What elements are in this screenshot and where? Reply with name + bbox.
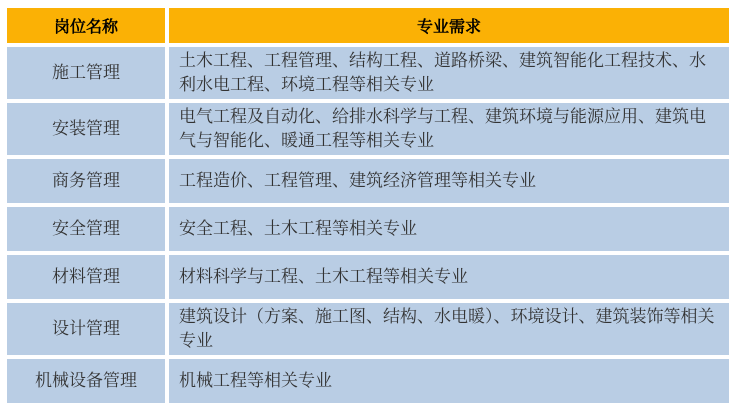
position-cell: 机械设备管理 — [7, 359, 165, 403]
position-cell: 施工管理 — [7, 47, 165, 99]
requirements-cell: 机械工程等相关专业 — [169, 359, 729, 403]
position-cell: 安装管理 — [7, 103, 165, 155]
requirements-cell: 安全工程、土木工程等相关专业 — [169, 207, 729, 251]
requirements-cell: 工程造价、工程管理、建筑经济管理等相关专业 — [169, 159, 729, 203]
table-row — [7, 159, 729, 203]
table-body — [7, 47, 729, 403]
requirements-cell: 电气工程及自动化、给排水科学与工程、建筑环境与能源应用、建筑电气与智能化、暖通工程等相关专业 — [169, 103, 729, 155]
requirements-cell: 建筑设计（方案、施工图、结构、水电暖）、环境设计、建筑装饰等相关专业 — [169, 303, 729, 355]
job-requirements-table — [3, 4, 733, 407]
position-cell: 商务管理 — [7, 159, 165, 203]
requirements-cell: 材料科学与工程、土木工程等相关专业 — [169, 255, 729, 299]
table-row — [7, 255, 729, 299]
table-row — [7, 47, 729, 99]
header-row — [7, 8, 729, 43]
position-cell: 安全管理 — [7, 207, 165, 251]
header-cell-position: 岗位名称 — [7, 8, 165, 43]
table-row — [7, 207, 729, 251]
header-cell-requirements: 专业需求 — [169, 8, 729, 43]
position-cell: 材料管理 — [7, 255, 165, 299]
requirements-cell: 土木工程、工程管理、结构工程、道路桥梁、建筑智能化工程技术、水利水电工程、环境工程等相关专业 — [169, 47, 729, 99]
table-row — [7, 303, 729, 355]
position-cell: 设计管理 — [7, 303, 165, 355]
table-row — [7, 103, 729, 155]
table-row — [7, 359, 729, 403]
